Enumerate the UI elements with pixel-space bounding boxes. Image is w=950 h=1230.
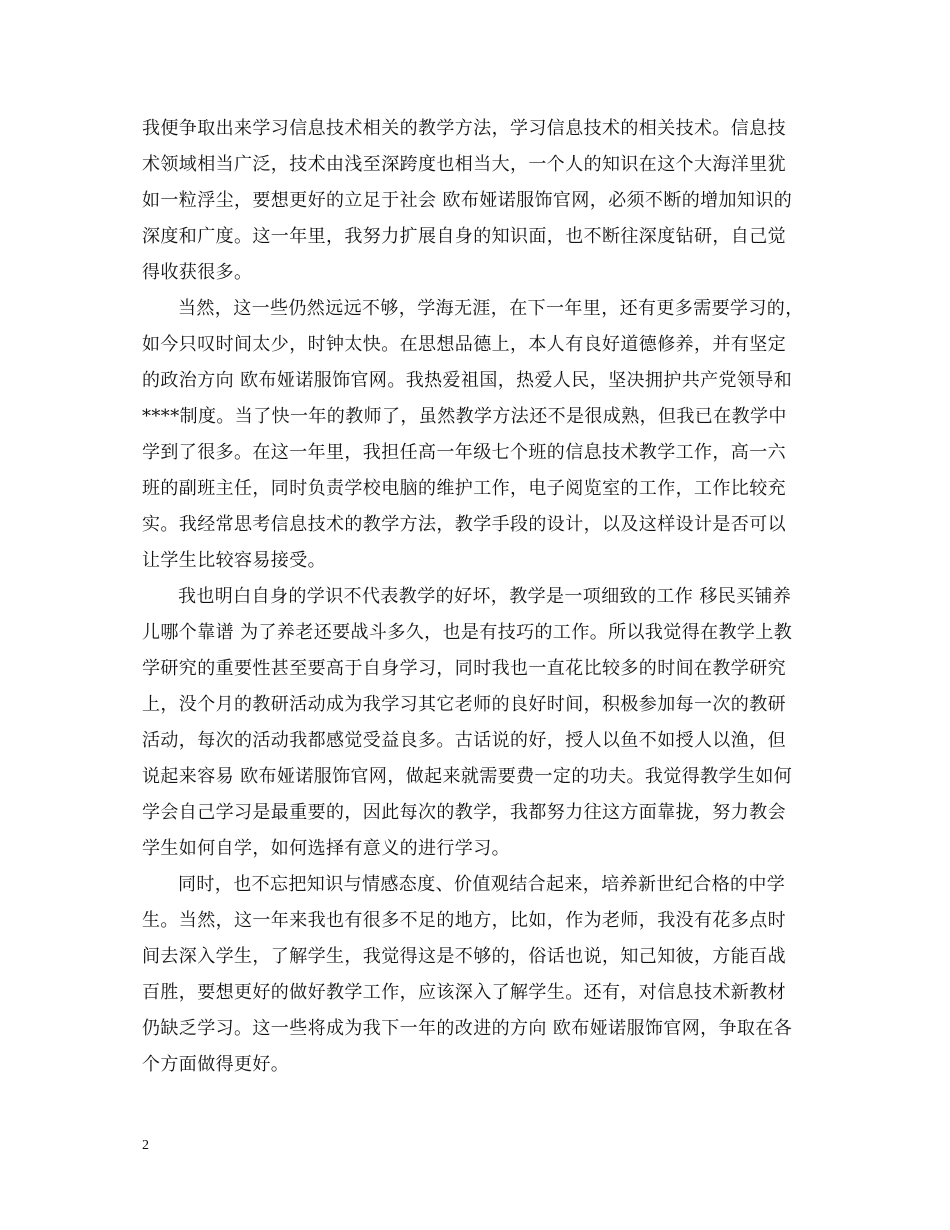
text-line: 百胜，要想更好的做好教学工作，应该深入了解学生。还有，对信息技术新教材 — [142, 982, 786, 1003]
text-line: 上，没个月的教研活动成为我学习其它老师的良好时间，积极参加每一次的教研 — [142, 694, 786, 715]
text-line: 得收获很多。 — [142, 262, 253, 283]
text-line: 班的副班主任，同时负责学校电脑的维护工作，电子阅览室的工作，工作比较充 — [142, 478, 786, 499]
text-line: 的政治方向 欧布娅诺服饰官网。我热爱祖国，热爱人民，坚决拥护共产党领导和 — [142, 370, 793, 391]
page-number: 2 — [142, 1138, 149, 1153]
text-line: 如今只叹时间太少，时钟太快。在思想品德上，本人有良好道德修养，并有坚定 — [142, 334, 786, 355]
text-line: 学会自己学习是最重要的，因此每次的教学，我都努力往这方面靠拢，努力教会 — [142, 802, 786, 823]
text-line: 生。当然，这一年来我也有很多不足的地方，比如，作为老师，我没有花多点时 — [142, 910, 786, 931]
text-line: 如一粒浮尘，要想更好的立足于社会 欧布娅诺服饰官网，必须不断的增加知识的 — [142, 190, 793, 211]
paragraph-first-line: 我也明白自身的学识不代表教学的好坏，教学是一项细致的工作 移民买铺养 — [178, 586, 792, 607]
text-line: 说起来容易 欧布娅诺服饰官网，做起来就需要费一定的功夫。我觉得教学生如何 — [142, 766, 793, 787]
text-line: 学生如何自学，如何选择有意义的进行学习。 — [142, 838, 510, 859]
paragraph-first-line: 同时，也不忘把知识与情感态度、价值观结合起来，培养新世纪合格的中学 — [178, 874, 786, 895]
text-line: 儿哪个靠谱 为了养老还要战斗多久，也是有技巧的工作。所以我觉得在教学上教 — [142, 622, 793, 643]
text-line: ****制度。当了快一年的教师了，虽然教学方法还不是很成熟，但我已在教学中 — [142, 406, 787, 427]
text-line: 学研究的重要性甚至要高于自身学习，同时我也一直花比较多的时间在教学研究 — [142, 658, 786, 679]
text-line: 深度和广度。这一年里，我努力扩展自身的知识面，也不断往深度钻研，自己觉 — [142, 226, 786, 247]
text-line: 个方面做得更好。 — [142, 1054, 290, 1075]
text-line: 学到了很多。在这一年里，我担任高一年级七个班的信息技术教学工作，高一六 — [142, 442, 786, 463]
text-line: 术领域相当广泛，技术由浅至深跨度也相当大，一个人的知识在这个大海洋里犹 — [142, 154, 786, 175]
text-line: 让学生比较容易接受。 — [142, 550, 326, 571]
text-line: 仍缺乏学习。这一些将成为我下一年的改进的方向 欧布娅诺服饰官网，争取在各 — [142, 1018, 793, 1039]
paragraph-first-line: 当然，这一些仍然远远不够，学海无涯，在下一年里，还有更多需要学习的， — [178, 298, 804, 319]
text-line: 实。我经常思考信息技术的教学方法，教学手段的设计，以及这样设计是否可以 — [142, 514, 786, 535]
text-line: 间去深入学生，了解学生，我觉得这是不够的，俗话也说，知己知彼，方能百战 — [142, 946, 786, 967]
text-line: 我便争取出来学习信息技术相关的教学方法，学习信息技术的相关技术。信息技 — [142, 118, 786, 139]
text-line: 活动，每次的活动我都感觉受益良多。古话说的好，授人以鱼不如授人以渔，但 — [142, 730, 786, 751]
